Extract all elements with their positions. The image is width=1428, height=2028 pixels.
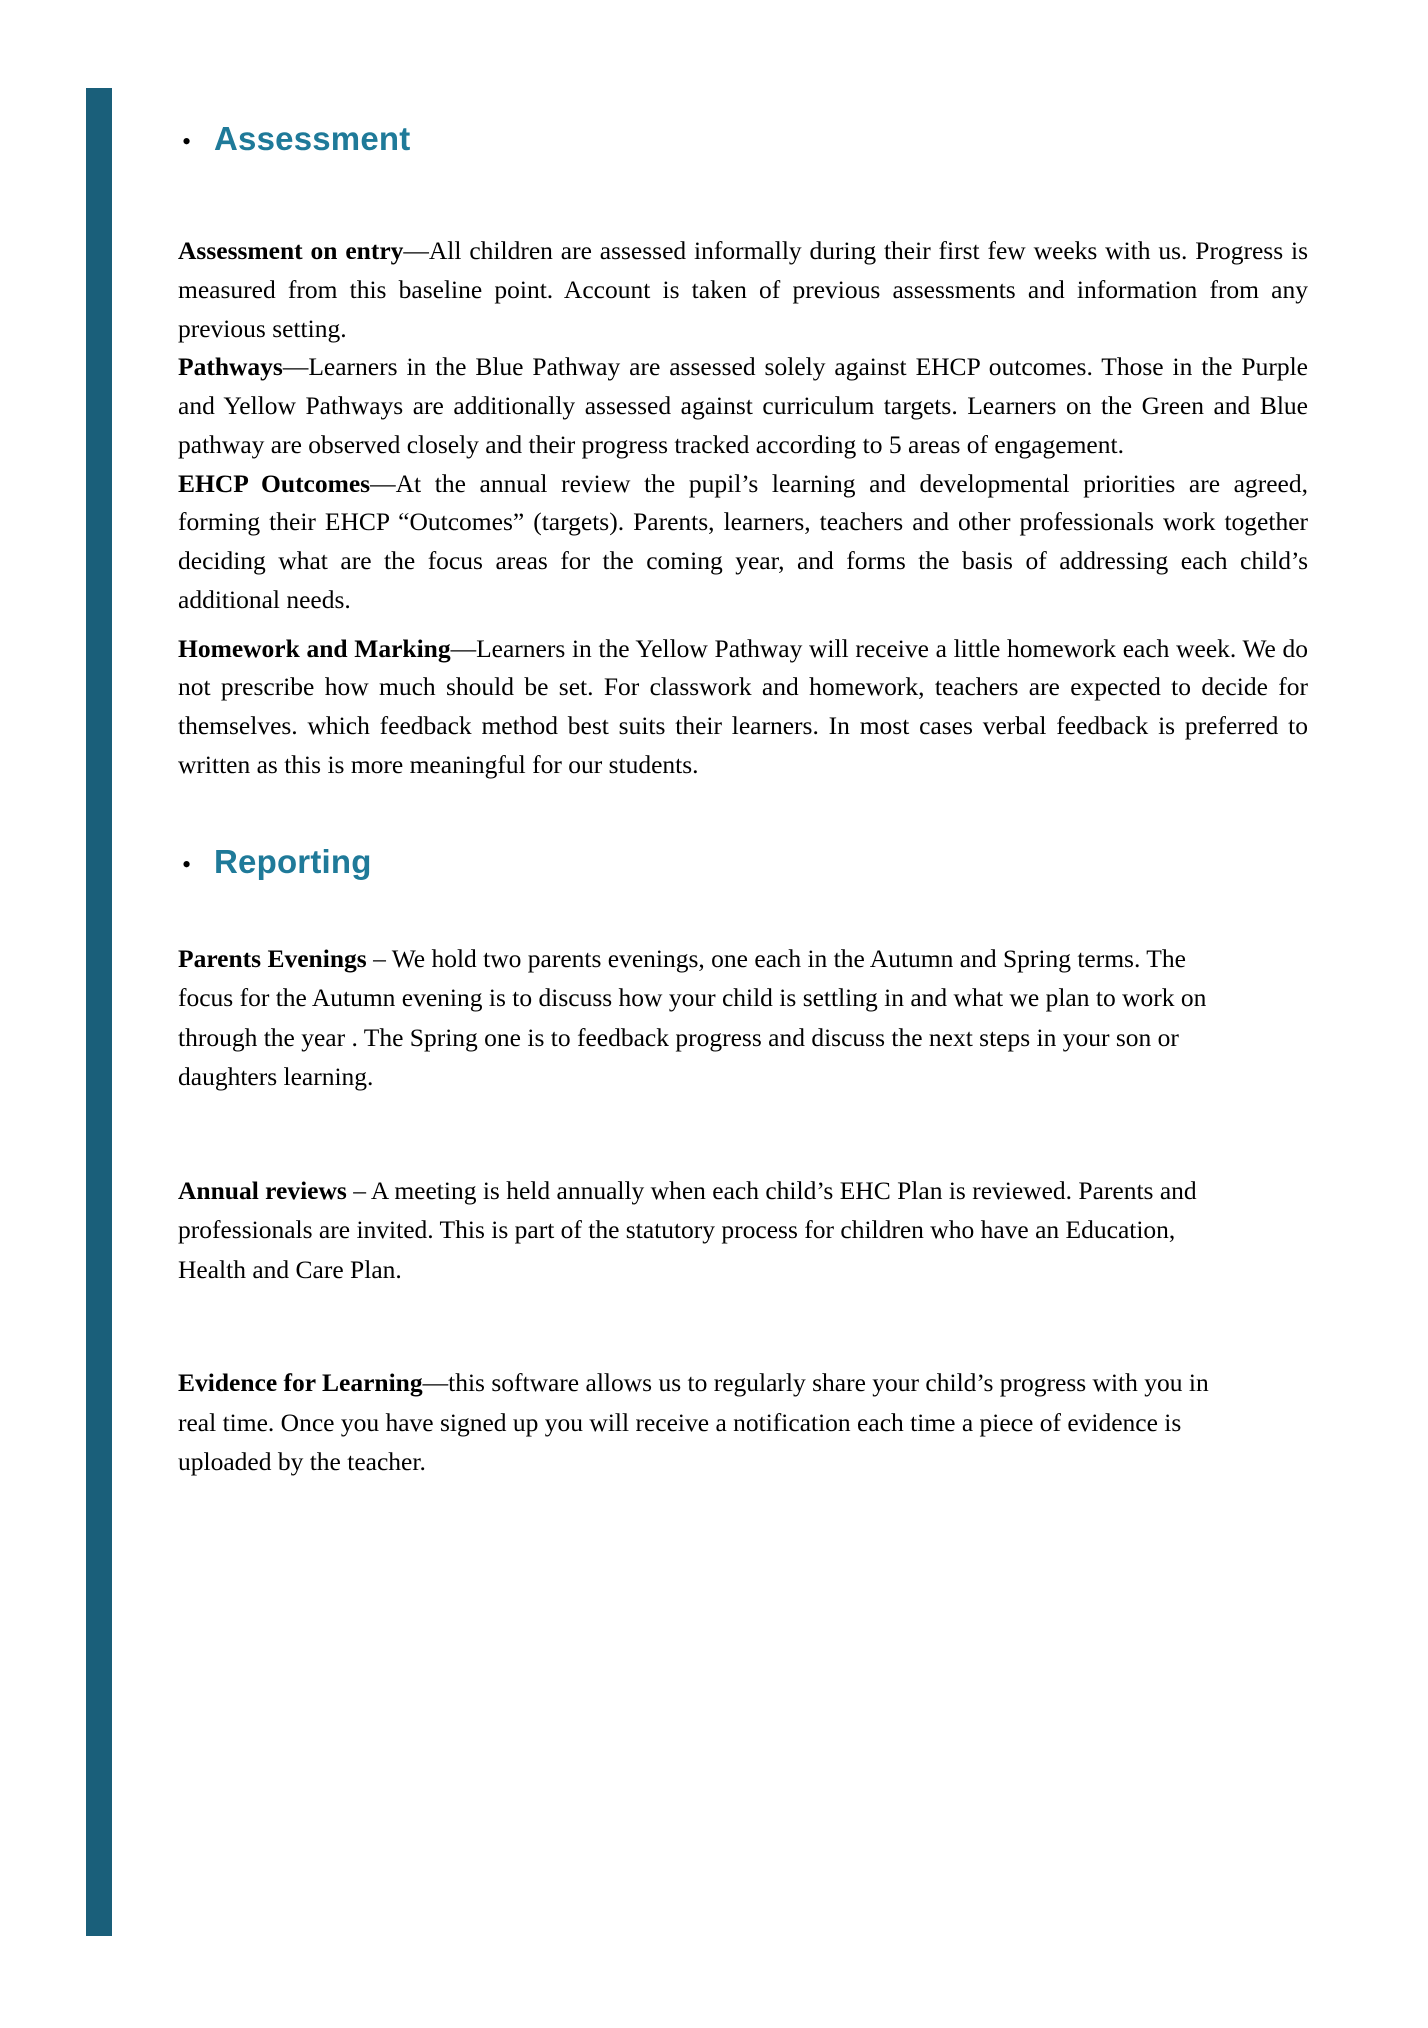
lead-evidence-for-learning: Evidence for Learning <box>178 1368 423 1398</box>
left-accent-bar <box>86 88 112 1936</box>
lead-parents-evenings: Parents Evenings <box>178 943 367 973</box>
paragraph-parents-evenings <box>178 939 1243 1097</box>
body-assessment-on-entry: —All children are assessed informally during their first few weeks with us. Progress is measured from this baseline point. Account is taken of previous assessments and information from any previous setting. <box>178 236 1308 343</box>
document-content <box>178 120 1308 1482</box>
body-evidence-for-learning: —this software allows us to regularly share your child’s progress with you in real time. Once you have signed up you will receive a notification each time a piece of evidence is uploaded by the teacher. <box>178 1368 1209 1477</box>
spacer <box>178 785 1308 843</box>
paragraph-evidence-for-learning <box>178 1363 1243 1482</box>
heading-reporting: Reporting <box>214 842 372 880</box>
paragraph-pathways <box>178 348 1308 464</box>
lead-pathways: Pathways <box>178 352 283 382</box>
reporting-body <box>178 939 1243 1482</box>
paragraph-homework-and-marking <box>178 630 1308 785</box>
lead-assessment-on-entry: Assessment on entry <box>178 236 404 265</box>
body-ehcp-outcomes: —At the annual review the pupil’s learning and developmental priorities are agreed, forming their EHCP “Outcomes” (targets). Parents, learners, teachers and other professionals work together deciding what are the focus areas for the coming year, and forms the basis of addressing each child’s additional needs. <box>178 468 1308 614</box>
paragraph-assessment-on-entry <box>178 232 1308 348</box>
body-annual-reviews: – A meeting is held annually when each child’s EHC Plan is reviewed. Parents and professionals are invited. This is part of the statutory process for children who have an Education, Health and Care Plan. <box>178 1175 1197 1284</box>
lead-homework-and-marking: Homework and Marking <box>178 633 451 663</box>
bullet-icon: • <box>182 849 192 879</box>
spacer <box>178 158 1308 232</box>
body-parents-evenings: – We hold two parents evenings, one each in the Autumn and Spring terms. The focus for the Autumn evening is to discuss how your child is settling in and what we plan to work on through the year . The Spring one is to feedback progress and discuss the next steps in your son or daughters learning. <box>178 943 1207 1092</box>
lead-ehcp-outcomes: EHCP Outcomes <box>178 468 371 498</box>
paragraph-ehcp-outcomes <box>178 465 1308 620</box>
spacer <box>178 1097 1243 1171</box>
section-heading-reporting <box>178 843 1308 881</box>
body-homework-and-marking: —Learners in the Yellow Pathway will receive a little homework each week. We do not prescribe how much should be set. For classwork and homework, teachers are expected to decide for themselves. which feedback method best suits their learners. In most cases verbal feedback is preferred to written as this is more meaningful for our students. <box>178 633 1308 779</box>
lead-annual-reviews: Annual reviews <box>178 1175 347 1205</box>
spacer <box>178 620 1308 630</box>
body-pathways: —Learners in the Blue Pathway are assessed solely against EHCP outcomes. Those in the Purple and Yellow Pathways are additionally assessed against curriculum targets. Learners on the Green and Blue pathway are observed closely and their progress tracked according to 5 areas of engagement. <box>178 352 1308 459</box>
section-heading-assessment <box>178 120 1308 158</box>
spacer <box>178 881 1308 939</box>
heading-assessment: Assessment <box>214 120 411 157</box>
paragraph-annual-reviews <box>178 1171 1243 1290</box>
spacer <box>178 1289 1243 1363</box>
bullet-icon: • <box>182 127 192 156</box>
